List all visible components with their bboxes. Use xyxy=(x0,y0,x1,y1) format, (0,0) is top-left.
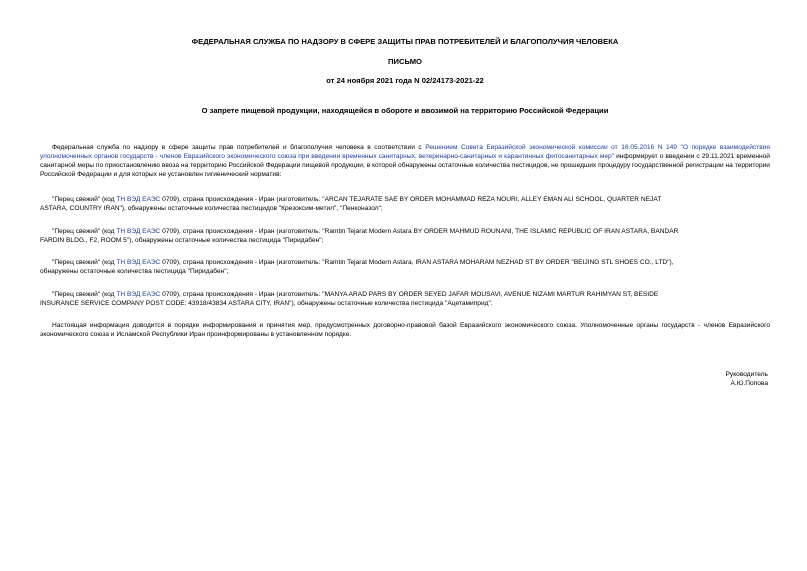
list-item-line-2: обнаружены остаточные количества пестицида "Пиридабен"; xyxy=(40,268,229,275)
list-item-line-1: "Перец свежий" (код ТН ВЭД ЕАЭС 0709), страна происхождения - Иран (изготовитель: "Ramtin Tejarat Modern Astara BY ORDER MAHMUD ROUNANI, THE ISLAMIC REPUBLIC OF IRAN ASTARA, BANDAR xyxy=(52,228,679,235)
tnved-link[interactable]: ТН ВЭД ЕАЭС xyxy=(116,228,161,235)
list-item xyxy=(40,195,770,213)
document-subject: О запрете пищевой продукции, находящейся в обороте и ввозимой на территорию Российской Федерации xyxy=(201,106,609,115)
list-item-line-2: FARDIN BLDG., F2, ROOM 5"), обнаружены остаточные количества пестицида "Пиридабен"; xyxy=(40,237,324,244)
signature-block xyxy=(568,370,768,388)
list-item xyxy=(40,290,770,308)
intro-paragraph xyxy=(40,143,770,179)
signatory-name: А.Ю.Попова xyxy=(730,380,768,387)
list-item-line-1: "Перец свежий" (код ТН ВЭД ЕАЭС 0709), страна происхождения - Иран (изготовитель: "Ramtin Tejarat Modern Astara, IRAN ASTARA MOHARAM NEZHAD ST BY ORDER "BEIJING STL SHOES CO., LTD"), xyxy=(52,259,674,266)
list-item-line-1: "Перец свежий" (код ТН ВЭД ЕАЭС 0709), страна происхождения - Иран (изготовитель: "ARCAN TEJARATE SAE BY ORDER MOHAMMAD REZA NOURI, ALLEY EMAN ALI SCHOOL, QUARTER NEJAT xyxy=(52,196,662,203)
document-type: ПИСЬМО xyxy=(388,57,422,66)
list-item-line-2: INSURANCE SERVICE COMPANY POST CODE: 43918/43834 ASTARA CITY, IRAN"), обнаружены остаточные количества пестицида "Ацетамиприд". xyxy=(40,300,493,307)
document-date-number: от 24 ноября 2021 года N 02/24173-2021-22 xyxy=(326,76,484,85)
list-item xyxy=(40,258,770,276)
tnved-link[interactable]: ТН ВЭД ЕАЭС xyxy=(116,196,161,203)
commission-decision-link[interactable]: Решением Совета Евразийской экономической комиссии от 16.05.2016 N 149 "О порядке взаимодействия уполномоченных органов государств - членов Евразийского экономического союза при введении временных санитарных, ветеринарно-санитарных и карантинных фитосанитарных мер" xyxy=(40,144,770,160)
tnved-link[interactable]: ТН ВЭД ЕАЭС xyxy=(116,291,161,298)
signatory-title: Руководитель xyxy=(725,371,768,378)
intro-text-start: Федеральная служба по надзору в сфере защиты прав потребителей и благополучия человека в соответствии с xyxy=(52,144,426,151)
list-item-line-1: "Перец свежий" (код ТН ВЭД ЕАЭС 0709), страна происхождения - Иран (изготовитель: "MANYA ARAD PARS BY ORDER SEYED JAFAR MOUSAVI, AVENUE NIZAMI MARTUR RAHIMYAN ST, BESIDE xyxy=(52,291,659,298)
tnved-link[interactable]: ТН ВЭД ЕАЭС xyxy=(116,259,161,266)
list-item-line-2: ASTARA, COUNTRY IRAN"), обнаружены остаточные количества пестицидов "Крезоксим-метил", "Пенконазол"; xyxy=(40,205,383,212)
intro-text-end: информирует о введении с 29.11.2021 временной санитарной меры по приостановлению ввоза на территорию Российской Федерации пищевой продукции, в которой обнаружены остаточные количества пестицидов, не прошедших процедуру государственной регистрации на территории Российской Федерации и для которых не установлен гигиенический норматив: xyxy=(40,153,770,178)
closing-paragraph: Настоящая информация доводится в порядке информирования и принятия мер, предусмотренных договорно-правовой базой Евразийского экономического союза. Уполномоченные органы государств - членов Евразийского экономического союза и Исламской Республики Иран проинформированы в установленном порядке. xyxy=(40,322,770,338)
agency-heading: ФЕДЕРАЛЬНАЯ СЛУЖБА ПО НАДЗОРУ В СФЕРЕ ЗАЩИТЫ ПРАВ ПОТРЕБИТЕЛЕЙ И БЛАГОПОЛУЧИЯ ЧЕЛОВЕКА xyxy=(191,37,619,46)
list-item xyxy=(40,227,770,245)
